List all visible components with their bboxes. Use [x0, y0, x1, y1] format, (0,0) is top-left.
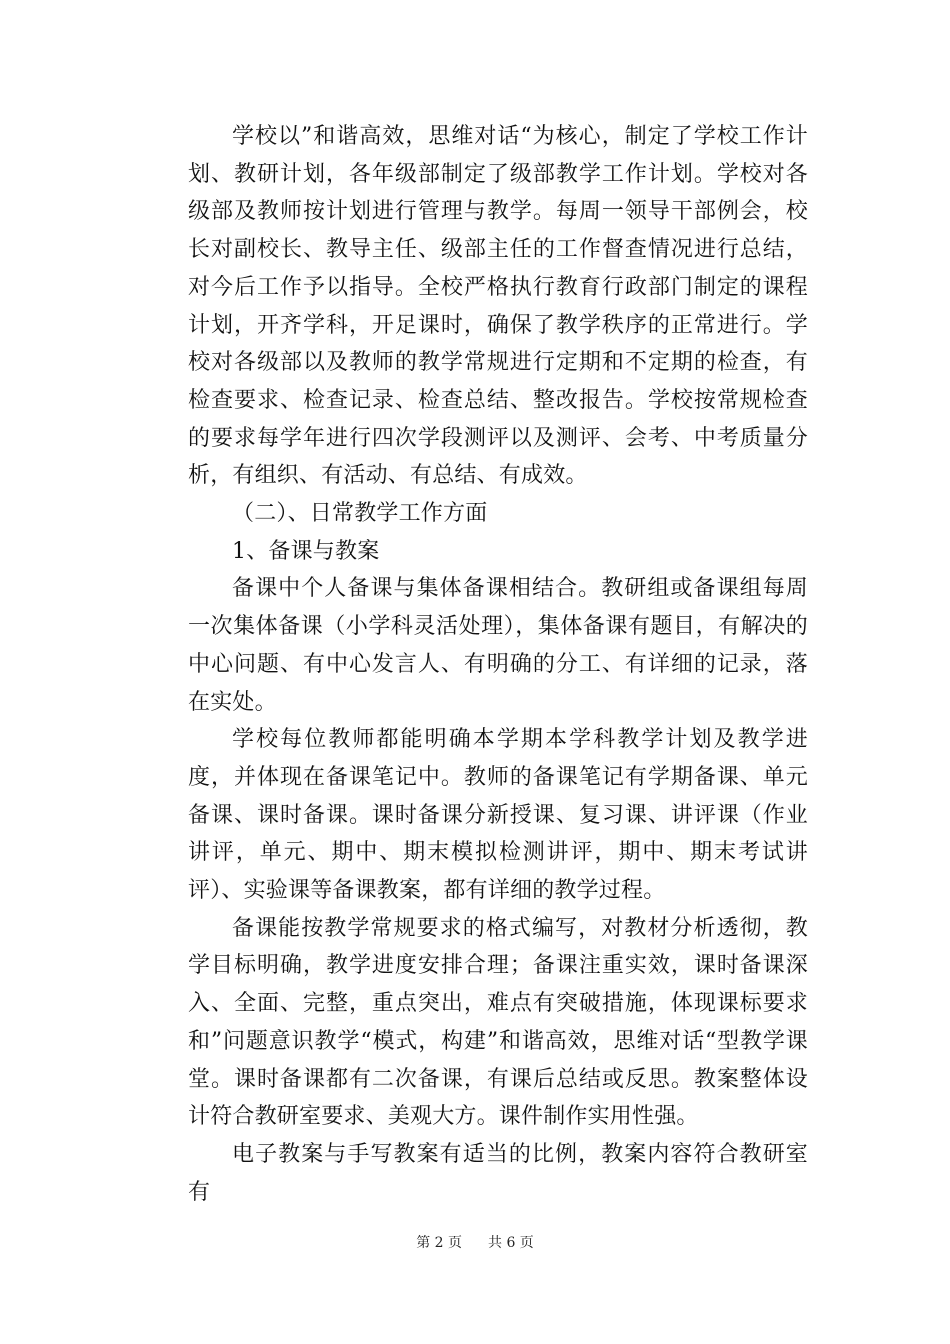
- page-footer: [0, 1232, 950, 1252]
- paragraph-collective-prep: 备课中个人备课与集体备课相结合。教研组或备课组每周一次集体备课（小学科灵活处理），集体备课有题目，有解决的中心问题、有中心发言人、有明确的分工、有详细的记录，落在实处。: [188, 576, 808, 715]
- section-heading: （二）、日常教学工作方面: [232, 501, 488, 527]
- paragraph-plans: 学校以”和谐高效，思维对话“为核心，制定了学校工作计划、教研计划，各年级部制定了级部教学工作计划。学校对各级部及教师按计划进行管理与教学。每周一领导干部例会，校长对副校长、教导主任、级部主任的工作督查情况进行总结，对今后工作予以指导。全校严格执行教育行政部门制定的课程计划，开齐学科，开足课时，确保了教学秩序的正常进行。学校对各级部以及教师的教学常规进行定期和不定期的检查，有检查要求、检查记录、检查总结、整改报告。学校按常规检查的要求每学年进行四次学段测评以及测评、会考、中考质量分析，有组织、有活动、有总结、有成效。: [188, 124, 808, 489]
- subsection-heading: 1、备课与教案: [232, 538, 380, 564]
- paragraph-teacher-notes: 学校每位教师都能明确本学期本学科教学计划及教学进度，并体现在备课笔记中。教师的备课笔记有学期备课、单元备课、课时备课。课时备课分新授课、复习课、讲评课（作业讲评，单元、期中、期末模拟检测讲评，期中、期末考试讲评）、实验课等备课教案，都有详细的教学过程。: [188, 727, 808, 904]
- page-number: 第 2 页: [416, 1235, 462, 1251]
- paragraph-prep-format: 备课能按教学常规要求的格式编写，对教材分析透彻，教学目标明确，教学进度安排合理；备课注重实效，课时备课深入、全面、完整，重点突出，难点有突破措施，体现课标要求和”问题意识教学“模式，构建”和谐高效，思维对话“型教学课堂。课时备课都有二次备课，有课后总结或反思。教案整体设计符合教研室要求、美观大方。课件制作实用性强。: [188, 915, 808, 1130]
- document-body: [188, 118, 808, 1211]
- paragraph-electronic-plans: 电子教案与手写教案有适当的比例，教案内容符合教研室有: [188, 1141, 808, 1205]
- page-total: 共 6 页: [488, 1235, 534, 1251]
